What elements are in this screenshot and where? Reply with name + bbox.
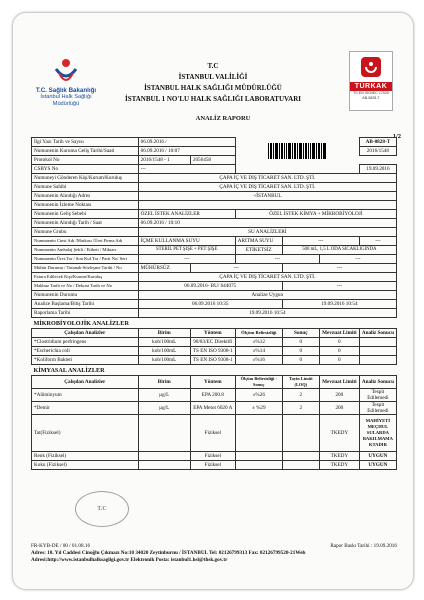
protocol-right: 2016/1548 — [359, 147, 396, 156]
institution-title — [113, 61, 313, 105]
reason-row: Numunenin Geliş Sebebi ÖZEL İSTEK ANALİZLER ÖZEL İSTEK KİMYA + MİKROBİYOLOJİ — [32, 210, 397, 219]
tc-label: T.C — [207, 62, 219, 70]
chem-row: Renk (Fiziksel) Fiziksel TKEDY UYGUN — [32, 452, 397, 461]
print-date: Rapor Baskı Tarihi : 19.09.2016 — [330, 543, 397, 549]
rapor-tarih-row: Raporlama Tarihi 19.09.2016 10:54 — [32, 309, 397, 318]
micro-section-title: MİKROBİYOLOJİK ANALİZLER — [33, 320, 129, 327]
fatura-row: Fatura Edilecek Kişi/Kurum/Kuruluş ÇAPA İÇ VE DIŞ TİCARET SAN. LTD. ŞTİ. — [32, 273, 397, 282]
cins-row: Numunenin Cinsi Adı /Markası /Üret.Firma Adı İÇME KULLANMA SUYU ARITMA SUYU --- --- — [32, 237, 397, 246]
info-row: CSBYS No --- 19.09.2016 — [32, 165, 397, 174]
ambalaj-row: Numunenin Ambalaj Şekli / Etiketi / Miktarı STERİL PET ŞİŞE + PET ŞİŞE ETİKETSİZ 500 mL, 1,5 L ODA SICAKLIĞINDA — [32, 246, 397, 255]
chem-row: Tat(Fiziksel) Fiziksel TKEDY MAHİYETİ MEÇHUL SULARDA BAKILMAMA KTADIR — [32, 415, 397, 452]
chem-row: *Demir µg/L EPA Metot 6020 A ± %29 2 200 Tespit Edilemedi — [32, 402, 397, 415]
report-header — [13, 13, 413, 123]
info-row: İlgi Yazı Tarih ve Sayısı 06.09.2016 / AB-0828-T — [32, 138, 397, 147]
chem-row: Koku (Fiziksel) Fiziksel TKEDY UYGUN — [32, 461, 397, 470]
chem-row: *Alüminyum µg/L EPA 200.8 ±%26 2 200 Tespit Edilemedi — [32, 389, 397, 402]
mudurluk-label: İSTANBUL HALK SAĞLIĞI MÜDÜRLÜĞÜ — [144, 84, 282, 92]
sender-row: Numune Sahibi ÇAPA İÇ VE DIŞ TİCARET SAN. LTD. ŞTİ. — [32, 183, 397, 192]
chem-header-row: Çalışılan Analizler Birim Yöntem Ölçüm Belirsizliği · Sonuç Tayin Limiti (LOQ) Mevzuat Limiti Analiz Sonucu — [32, 376, 397, 389]
group-row: Numune Grubu SU ANALİZLERİ — [32, 228, 397, 237]
chem-section-title: KİMYASAL ANALİZLER — [33, 367, 105, 374]
form-code: FR-KYB-DE / 00 / 01.08.16 — [31, 543, 91, 549]
turkak-logo-icon — [359, 55, 383, 79]
logo-line2: İstanbul Halk Sağlığı — [40, 94, 92, 100]
info-row: Numunenin Kuruma Geliş Tarihi/Saati 06.09.2016 / 10:07 2016/1548 — [32, 147, 397, 156]
turkak-badge — [349, 51, 393, 111]
address-line: Adres: 10. Yıl Caddesi Cinoğlu Çıkmazı No:10 34020 Zeytinburnu / İSTANBUL Tel: 02126799313 Fax: 02126799520-21Web — [31, 550, 306, 556]
date-right: 19.09.2016 — [359, 165, 396, 174]
micro-row: *Escherichia coli kob/100mL TS EN ISO 9308-1 ±%14 0 0 — [32, 347, 397, 356]
durum-row: Numunenin Durumu Analize Uygun — [32, 291, 397, 300]
accreditation-code: AB-0828-T — [359, 138, 396, 147]
ministry-emblem-icon — [49, 53, 83, 87]
web-line: Adresi:http://www.istanbulhalksagligi.gov.tr Elektronik Posta: istanbul1.hsl@thsk.gov.tr — [31, 557, 228, 563]
official-stamp: T.C — [75, 491, 129, 527]
report-title: ANALİZ RAPORU — [195, 115, 251, 122]
report-footer — [31, 543, 397, 563]
lab-label: İSTANBUL 1 NO'LU HALK SAĞLIĞI LABORATUVARI — [124, 95, 301, 103]
sender-row: Numunenin Alındığı Adres -/İSTANBUL — [32, 192, 397, 201]
page-number: 1/2 — [392, 133, 401, 140]
info-row: Protokol No 2016/1548 - 1 2056458 — [32, 156, 397, 165]
report-table — [31, 137, 397, 470]
micro-header-row: Çalışılan Analizler Birim Yöntem Ölçüm Belirsizliği Sonuç Mevzuat Limiti Analiz Sonucu — [32, 329, 397, 338]
turkak-code: AB-0828-T — [362, 95, 380, 100]
logo-line3: Müdürlüğü — [52, 100, 80, 107]
valilik-label: İSTANBUL VALİLİĞİ — [178, 73, 248, 81]
sender-row: Numuneyi Gönderen Kişi/Kurum/Kuruluş ÇAPA İÇ VE DIŞ TİCARET SAN. LTD. ŞTİ. — [32, 174, 397, 183]
analiz-tarih-row: Analize Başlama/Bitiş Tarihi 06.09.2016 10:35 19.09.2016 10:54 — [32, 300, 397, 309]
uretim-row: Numunenin Üret.Tar / Son Kul.Tar / Parti No/ Seri --- --- --- — [32, 255, 397, 264]
muhur-row: Mühür Durumu / Tutanak-Sözleşme Tarihi / No MÜHÜRSÜZ --- --- — [32, 264, 397, 273]
logo-line1: T.C. Sağlık Bakanlığı — [35, 87, 97, 94]
sender-row: Numunenin İzleme Noktası — [32, 201, 397, 210]
taken-row: Numunenin Alındığı Tarih / Saat 06.09.2016 / 10:10 — [32, 219, 397, 228]
makbuz-row: Makbuz Tarih ve No / Dekont Tarih ve No 06.09.2016- BU/ 644075 --- — [32, 282, 397, 291]
micro-row: *Koliform Bakteri kob/100mL TS EN ISO 9308-1 ±%16 0 0 — [32, 356, 397, 365]
ministry-logo — [31, 53, 101, 107]
micro-row: *Clostridium perfringens kob/100mL 98/83/EC Direktifi ±%12 0 0 — [32, 338, 397, 347]
report-sheet — [12, 12, 414, 590]
turkak-standard: TS EN ISO/IEC 17025 — [353, 91, 389, 95]
turkak-label: TÜRKAK — [350, 82, 392, 91]
